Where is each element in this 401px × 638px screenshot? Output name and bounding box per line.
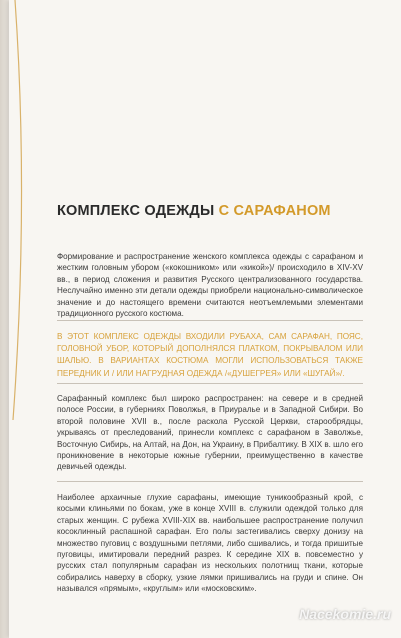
paragraph-highlight: В ЭТОТ КОМПЛЕКС ОДЕЖДЫ ВХОДИЛИ РУБАХА, САМ САРАФАН, ПОЯС, ГОЛОВНОЙ УБОР, КОТОРЫЙ ДОПОЛНЯЛСЯ ПЛАТКОМ, ПОКРЫВАЛОМ ИЛИ ШАЛЬЮ. В ВАРИАНТАХ КОСТЮМА МОГЛИ ИСПОЛЬЗОВАТЬСЯ ТАКЖЕ ПЕРЕДНИК И / ИЛИ НАГРУДНАЯ ОДЕЖДА /«ДУШЕГРЕЯ» ИЛИ «ШУГАЙ»/. xyxy=(57,332,363,378)
title-accent-part: С САРАФАНОМ xyxy=(218,203,331,219)
title-dark-part: КОМПЛЕКС ОДЕЖДЫ xyxy=(57,203,219,219)
book-gutter xyxy=(0,0,9,638)
divider xyxy=(57,383,363,384)
watermark: Nacekomie.ru xyxy=(299,606,391,622)
divider xyxy=(57,320,363,321)
page-title xyxy=(57,203,387,219)
divider xyxy=(57,481,363,482)
paragraph-intro: Формирование и распространение женского комплекса одежды с сарафаном и жестким головным убором («кокошником» или «кикой»)/ происходило в XIV-XV вв., в период сложения и развития Русского централизованного государства. Неслучайно именно эти детали одежды приобрели национально-символическое значение и до настоящего времени считаются неотъемлемыми элементами традиционного русского костюма. xyxy=(57,252,363,319)
paragraph-distribution: Сарафанный комплекс был широко распространен: на севере и в средней полосе России, в губерниях Поволжья, в Приуралье и в Западной Сибири. Во второй половине XVII в., после раскола Русской Церкви, старообрядцы, укрываясь от преследований, принесли комплекс с сарафаном в Заволжье, Восточную Сибирь, на Алтай, на Дон, на Украину, в Прибалтику. В XIX в. шло его проникновение в некоторые южные губернии, преимущественно в качестве девичьей одежды. xyxy=(57,394,363,472)
paragraph-cut-types: Наиболее архаичные глухие сарафаны, имеющие туникообразный крой, с косыми клиньями по бокам, уже в конце XVIII в. служили одеждой только для старых женщин. С рубежа XVIII-XIX вв. наибольшее распространение получил косоклинный распашной сарафан. Его полы застегивались сверху донизу на множество пуговиц с воздушными петлями, либо сшивались, и тогда пришитые пуговицы, имитировали передний разрез. К середине XIX в. повсеместно у русских стал популярным сарафан из нескольких полотнищ ткани, которые собирались наверху в сборку, узкие лямки пришивались на груди и спине. Он назывался «прямым», «круглым» или «московским». xyxy=(57,493,363,594)
